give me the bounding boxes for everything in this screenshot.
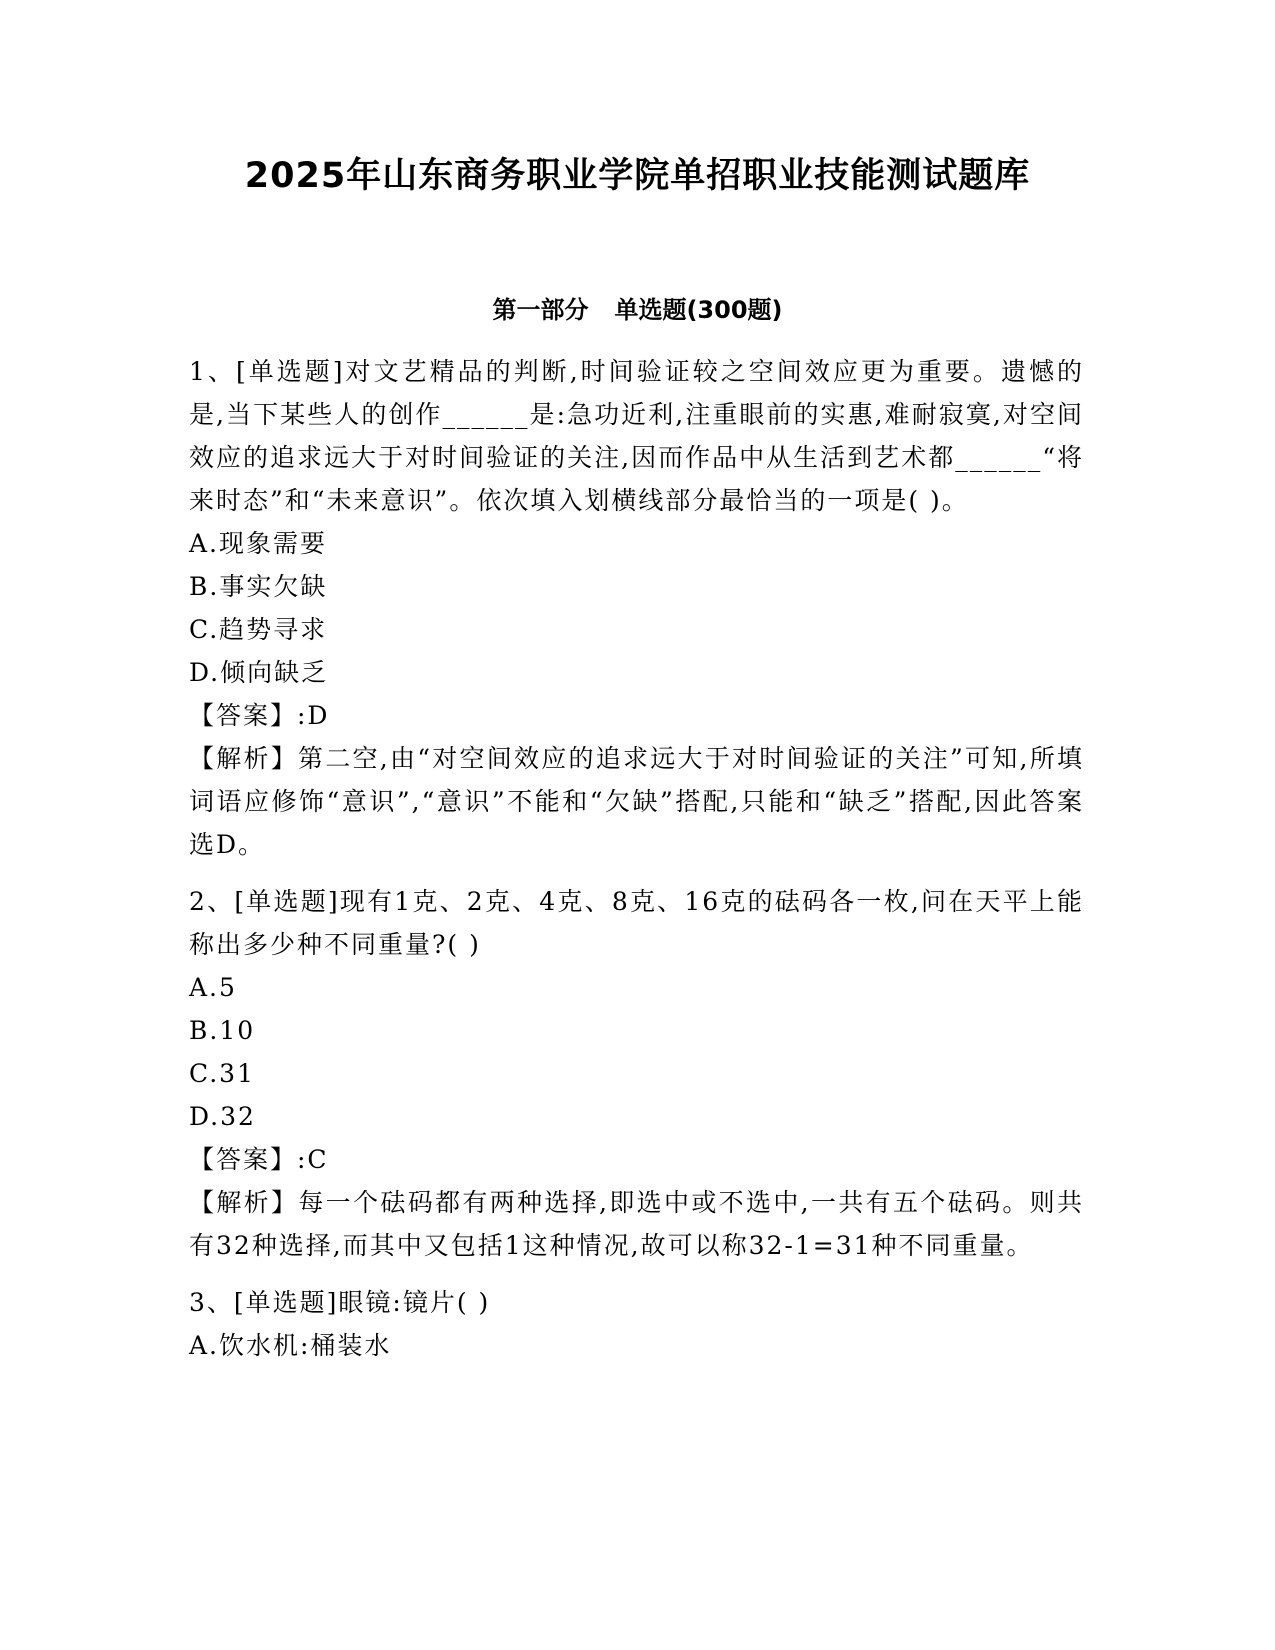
option-a: A.现象需要 — [189, 529, 328, 558]
analysis-text: 【解析】每一个砝码都有两种选择,即选中或不选中,一共有五个砝码。则共有32种选择,而其中又包括1这种情况,故可以称32-1=31种不同重量。 — [189, 1188, 1084, 1260]
question-2 — [189, 880, 1084, 1267]
answer-line: 【答案】:C — [189, 1145, 329, 1174]
question-stem: 2、[单选题]现有1克、2克、4克、8克、16克的砝码各一枚,问在天平上能称出多少种不同重量?( ) — [189, 887, 1084, 959]
section-heading — [0, 290, 1275, 325]
question-stem: 1、[单选题]对文艺精品的判断,时间验证较之空间效应更为重要。遗憾的是,当下某些人的创作______是:急功近利,注重眼前的实惠,难耐寂寞,对空间效应的追求远大于对时间验证的关注,因而作品中从生活到艺术都______“将来时态”和“未来意识”。依次填入划横线部分最恰当的一项是( )。 — [189, 357, 1084, 515]
answer-line: 【答案】:D — [189, 701, 330, 730]
question-list — [189, 350, 1084, 1367]
option-a: A.5 — [189, 973, 237, 1002]
option-a: A.饮水机:桶装水 — [189, 1331, 392, 1360]
section-name: 单选题(300题) — [614, 296, 783, 324]
option-c: C.31 — [189, 1059, 255, 1088]
option-c: C.趋势寻求 — [189, 615, 328, 644]
option-b: B.10 — [189, 1016, 256, 1045]
question-1 — [189, 350, 1084, 866]
analysis-text: 【解析】第二空,由“对空间效应的追求远大于对时间验证的关注”可知,所填词语应修饰“意识”,“意识”不能和“欠缺”搭配,只能和“缺乏”搭配,因此答案选D。 — [189, 744, 1084, 859]
question-3 — [189, 1281, 1084, 1367]
option-b: B.事实欠缺 — [189, 572, 328, 601]
section-part: 第一部分 — [492, 296, 589, 324]
question-stem: 3、[单选题]眼镜:镜片( ) — [189, 1288, 491, 1317]
option-d: D.倾向缺乏 — [189, 658, 329, 687]
document-title: 2025年山东商务职业学院单招职业技能测试题库 — [244, 156, 1031, 196]
option-d: D.32 — [189, 1102, 256, 1131]
